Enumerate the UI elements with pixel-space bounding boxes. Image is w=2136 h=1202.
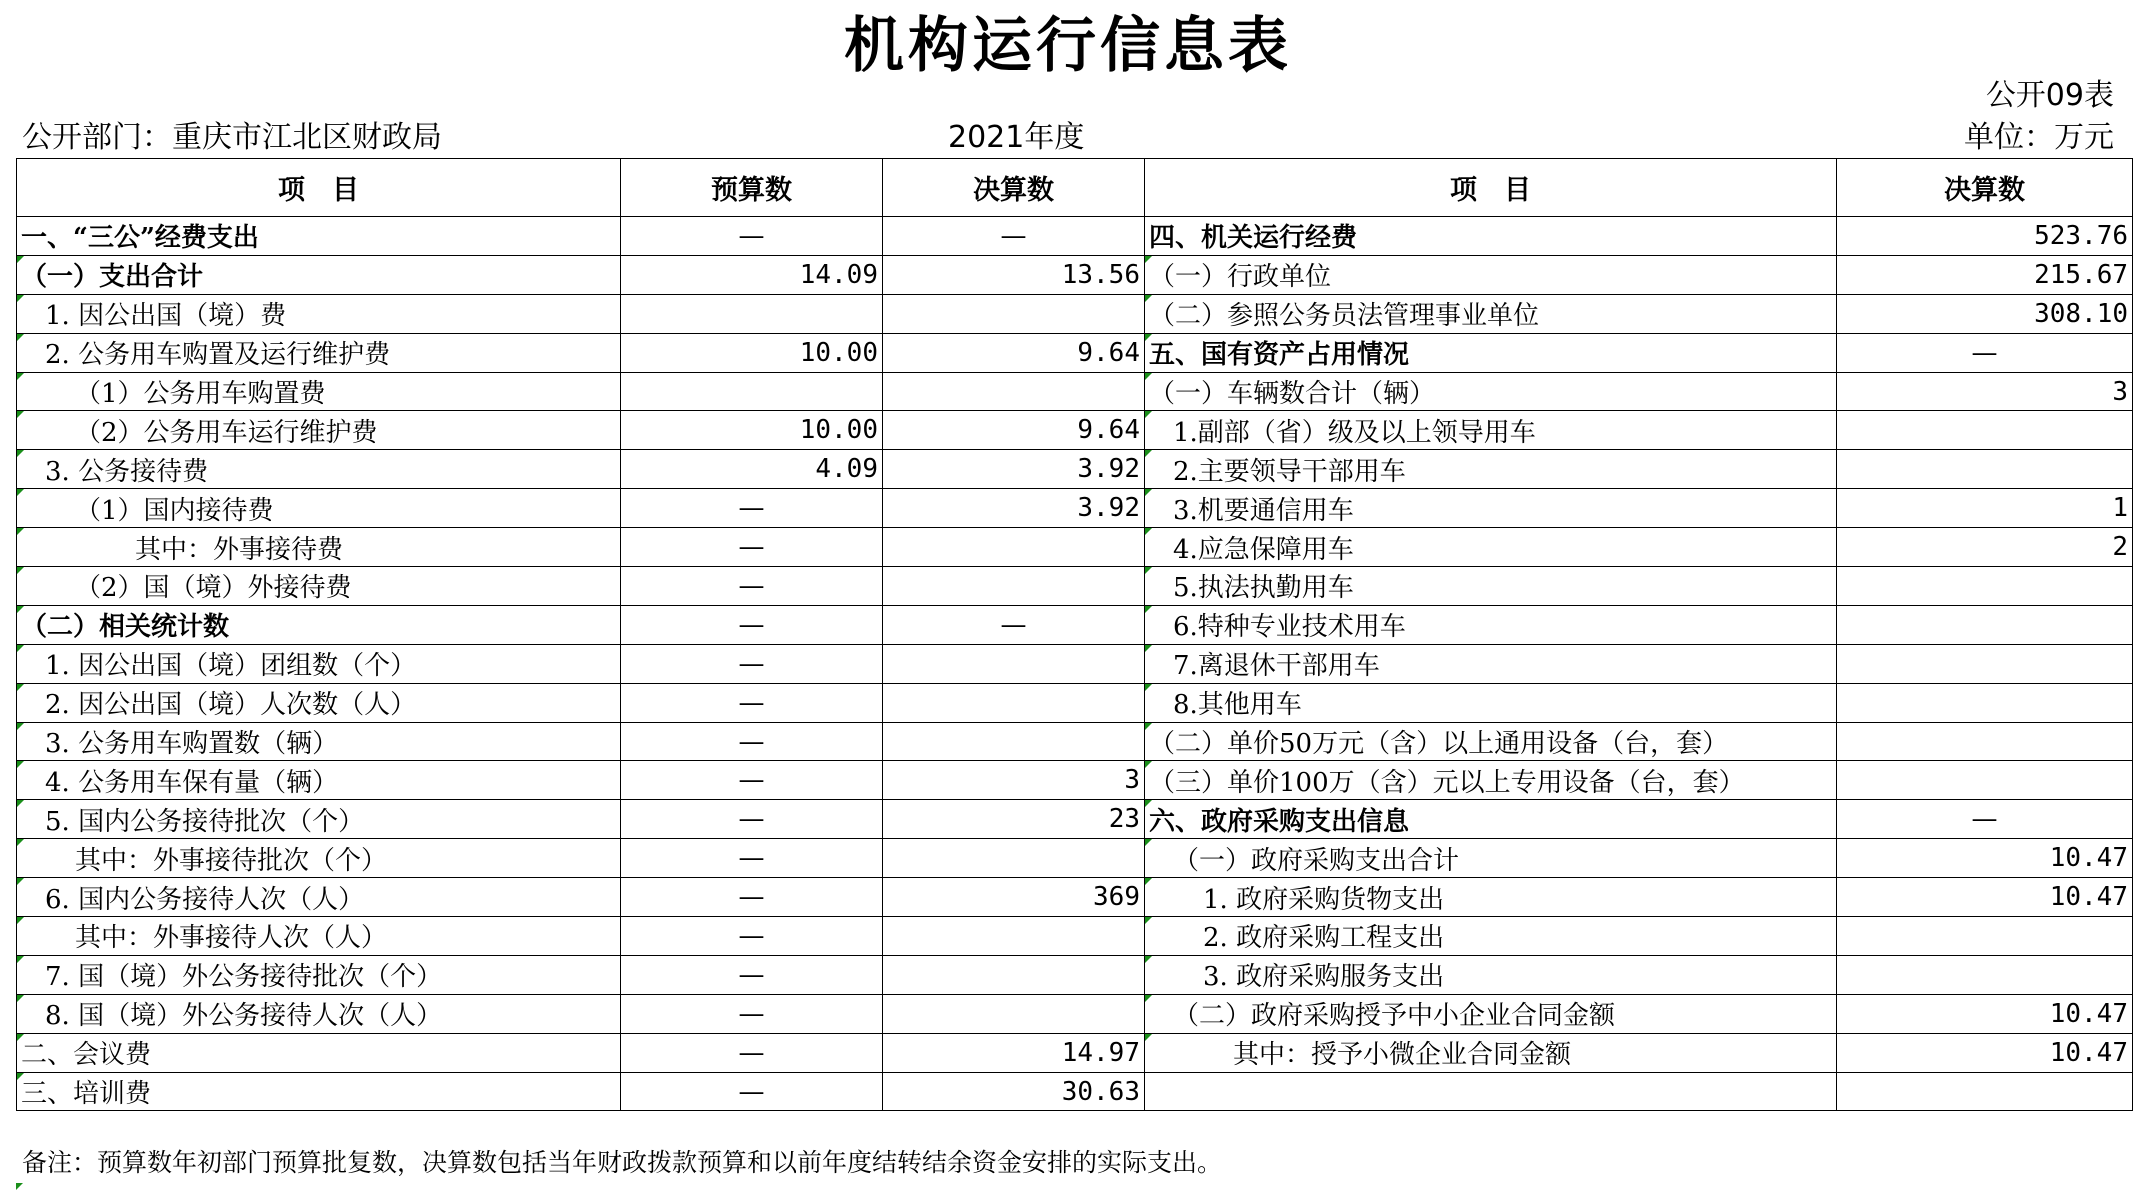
row-actual-value-right: —: [1837, 333, 2133, 372]
row-item-right: 2. 政府采购工程支出: [1145, 917, 1837, 956]
row-item-left: 1. 因公出国（境）费: [17, 294, 621, 333]
row-item-right: [1145, 1072, 1837, 1111]
row-item-left: 其中：外事接待费: [17, 528, 621, 567]
row-actual-value-right: [1837, 567, 2133, 606]
row-actual-value-right: —: [1837, 800, 2133, 839]
row-item-right: （二）单价50万元（含）以上通用设备（台，套）: [1145, 722, 1837, 761]
row-actual-value-left: —: [883, 217, 1145, 256]
unit-label: 单位：万元: [1964, 120, 2114, 155]
footnote: 备注：预算数年初部门预算批复数，决算数包括当年财政拨款预算和以前年度结转结余资金安排的实际支出。: [22, 1148, 1223, 1177]
row-item-left: 3. 公务接待费: [17, 450, 621, 489]
row-actual-value-right: 523.76: [1837, 217, 2133, 256]
row-item-left: （1）国内接待费: [17, 489, 621, 528]
row-item-left: 2. 公务用车购置及运行维护费: [17, 333, 621, 372]
row-item-right: 6.特种专业技术用车: [1145, 605, 1837, 644]
info-table: [16, 158, 2133, 1111]
table-row: [17, 917, 2133, 956]
row-item-right: （三）单价100万（含）元以上专用设备（台，套）: [1145, 761, 1837, 800]
table-row: [17, 1033, 2133, 1072]
table-row: [17, 567, 2133, 606]
row-actual-value-right: 215.67: [1837, 255, 2133, 294]
row-item-left: 其中：外事接待人次（人）: [17, 917, 621, 956]
row-item-left: 其中：外事接待批次（个）: [17, 839, 621, 878]
row-actual-value-left: [883, 917, 1145, 956]
row-item-left: （一）支出合计: [17, 255, 621, 294]
row-item-right: 5.执法执勤用车: [1145, 567, 1837, 606]
row-budget-value: —: [621, 528, 883, 567]
row-budget-value: —: [621, 722, 883, 761]
row-item-left: （1）公务用车购置费: [17, 372, 621, 411]
row-budget-value: —: [621, 800, 883, 839]
row-budget-value: —: [621, 955, 883, 994]
table-row: [17, 878, 2133, 917]
row-actual-value-left: 3: [883, 761, 1145, 800]
row-item-left: （2）公务用车运行维护费: [17, 411, 621, 450]
row-actual-value-left: [883, 994, 1145, 1033]
table-row: [17, 761, 2133, 800]
row-budget-value: —: [621, 1072, 883, 1111]
header-actual-right: 决算数: [1837, 159, 2133, 217]
row-item-left: 8. 国（境）外公务接待人次（人）: [17, 994, 621, 1033]
table-row: [17, 411, 2133, 450]
row-item-right: （二）政府采购授予中小企业合同金额: [1145, 994, 1837, 1033]
row-actual-value-right: [1837, 917, 2133, 956]
row-item-right: 1.副部（省）级及以上领导用车: [1145, 411, 1837, 450]
row-item-left: 7. 国（境）外公务接待批次（个）: [17, 955, 621, 994]
row-budget-value: [621, 294, 883, 333]
table-row: [17, 294, 2133, 333]
table-row: [17, 955, 2133, 994]
table-row: [17, 450, 2133, 489]
row-actual-value-left: 9.64: [883, 333, 1145, 372]
row-actual-value-right: [1837, 605, 2133, 644]
header-row: [17, 159, 2133, 217]
row-actual-value-right: [1837, 761, 2133, 800]
row-actual-value-left: [883, 644, 1145, 683]
table-body: [17, 217, 2133, 1111]
table-row: [17, 644, 2133, 683]
row-actual-value-left: [883, 528, 1145, 567]
row-actual-value-right: [1837, 683, 2133, 722]
row-item-left: 4. 公务用车保有量（辆）: [17, 761, 621, 800]
row-item-left: （二）相关统计数: [17, 605, 621, 644]
row-actual-value-left: 369: [883, 878, 1145, 917]
row-budget-value: 4.09: [621, 450, 883, 489]
row-item-left: 三、培训费: [17, 1072, 621, 1111]
row-budget-value: —: [621, 878, 883, 917]
row-item-left: 2. 因公出国（境）人次数（人）: [17, 683, 621, 722]
row-item-right: 3. 政府采购服务支出: [1145, 955, 1837, 994]
row-budget-value: —: [621, 994, 883, 1033]
row-actual-value-right: 10.47: [1837, 839, 2133, 878]
row-item-left: 6. 国内公务接待人次（人）: [17, 878, 621, 917]
row-item-left: （2）国（境）外接待费: [17, 567, 621, 606]
row-actual-value-right: [1837, 1072, 2133, 1111]
table-row: [17, 994, 2133, 1033]
row-actual-value-left: [883, 294, 1145, 333]
row-actual-value-left: 14.97: [883, 1033, 1145, 1072]
row-budget-value: —: [621, 644, 883, 683]
row-actual-value-left: 3.92: [883, 450, 1145, 489]
row-actual-value-left: [883, 567, 1145, 606]
row-item-right: （二）参照公务员法管理事业单位: [1145, 294, 1837, 333]
table-row: [17, 372, 2133, 411]
row-actual-value-left: 3.92: [883, 489, 1145, 528]
row-item-right: 四、机关运行经费: [1145, 217, 1837, 256]
row-actual-value-left: 9.64: [883, 411, 1145, 450]
row-actual-value-left: [883, 372, 1145, 411]
row-actual-value-left: —: [883, 605, 1145, 644]
row-item-right: 其中：授予小微企业合同金额: [1145, 1033, 1837, 1072]
row-actual-value-right: [1837, 955, 2133, 994]
row-item-right: 3.机要通信用车: [1145, 489, 1837, 528]
row-actual-value-left: 30.63: [883, 1072, 1145, 1111]
row-actual-value-left: [883, 955, 1145, 994]
row-budget-value: 10.00: [621, 333, 883, 372]
fiscal-year: 2021年度: [948, 120, 1085, 155]
row-budget-value: —: [621, 605, 883, 644]
row-budget-value: —: [621, 217, 883, 256]
row-budget-value: —: [621, 761, 883, 800]
row-actual-value-left: 13.56: [883, 255, 1145, 294]
row-actual-value-right: 10.47: [1837, 994, 2133, 1033]
table-row: [17, 255, 2133, 294]
row-item-right: （一）政府采购支出合计: [1145, 839, 1837, 878]
row-actual-value-left: [883, 722, 1145, 761]
cell-marker-icon: [16, 1183, 23, 1190]
row-item-right: 7.离退休干部用车: [1145, 644, 1837, 683]
row-item-right: 六、政府采购支出信息: [1145, 800, 1837, 839]
row-actual-value-left: [883, 683, 1145, 722]
table-row: [17, 683, 2133, 722]
row-budget-value: [621, 372, 883, 411]
row-actual-value-right: 1: [1837, 489, 2133, 528]
department-label: 公开部门：重庆市江北区财政局: [22, 120, 442, 155]
row-actual-value-right: [1837, 450, 2133, 489]
table-row: [17, 333, 2133, 372]
table-number: 公开09表: [1985, 78, 2114, 113]
table-row: [17, 489, 2133, 528]
row-budget-value: 14.09: [621, 255, 883, 294]
row-item-right: （一）车辆数合计（辆）: [1145, 372, 1837, 411]
row-actual-value-left: [883, 839, 1145, 878]
page-title: 机构运行信息表: [844, 11, 1292, 81]
row-item-right: 8.其他用车: [1145, 683, 1837, 722]
table-row: [17, 528, 2133, 567]
row-actual-value-right: [1837, 411, 2133, 450]
header-actual-left: 决算数: [883, 159, 1145, 217]
table-row: [17, 217, 2133, 256]
row-budget-value: —: [621, 489, 883, 528]
row-item-left: 二、会议费: [17, 1033, 621, 1072]
row-actual-value-right: 10.47: [1837, 1033, 2133, 1072]
table-row: [17, 1072, 2133, 1111]
row-item-right: 2.主要领导干部用车: [1145, 450, 1837, 489]
row-budget-value: 10.00: [621, 411, 883, 450]
table-row: [17, 800, 2133, 839]
row-actual-value-right: 2: [1837, 528, 2133, 567]
row-item-left: 一、“三公”经费支出: [17, 217, 621, 256]
row-actual-value-right: 3: [1837, 372, 2133, 411]
row-item-left: 1. 因公出国（境）团组数（个）: [17, 644, 621, 683]
row-budget-value: —: [621, 917, 883, 956]
row-budget-value: —: [621, 839, 883, 878]
row-budget-value: —: [621, 567, 883, 606]
row-item-left: 3. 公务用车购置数（辆）: [17, 722, 621, 761]
row-item-right: 五、国有资产占用情况: [1145, 333, 1837, 372]
header-budget: 预算数: [621, 159, 883, 217]
row-item-left: 5. 国内公务接待批次（个）: [17, 800, 621, 839]
header-item-right: 项 目: [1145, 159, 1837, 217]
header-item-left: 项 目: [17, 159, 621, 217]
row-actual-value-right: [1837, 722, 2133, 761]
row-actual-value-right: 10.47: [1837, 878, 2133, 917]
table-row: [17, 722, 2133, 761]
row-actual-value-right: [1837, 644, 2133, 683]
row-item-right: （一）行政单位: [1145, 255, 1837, 294]
row-actual-value-left: 23: [883, 800, 1145, 839]
row-item-right: 1. 政府采购货物支出: [1145, 878, 1837, 917]
table-row: [17, 605, 2133, 644]
row-actual-value-right: 308.10: [1837, 294, 2133, 333]
row-item-right: 4.应急保障用车: [1145, 528, 1837, 567]
row-budget-value: —: [621, 683, 883, 722]
table-row: [17, 839, 2133, 878]
row-budget-value: —: [621, 1033, 883, 1072]
